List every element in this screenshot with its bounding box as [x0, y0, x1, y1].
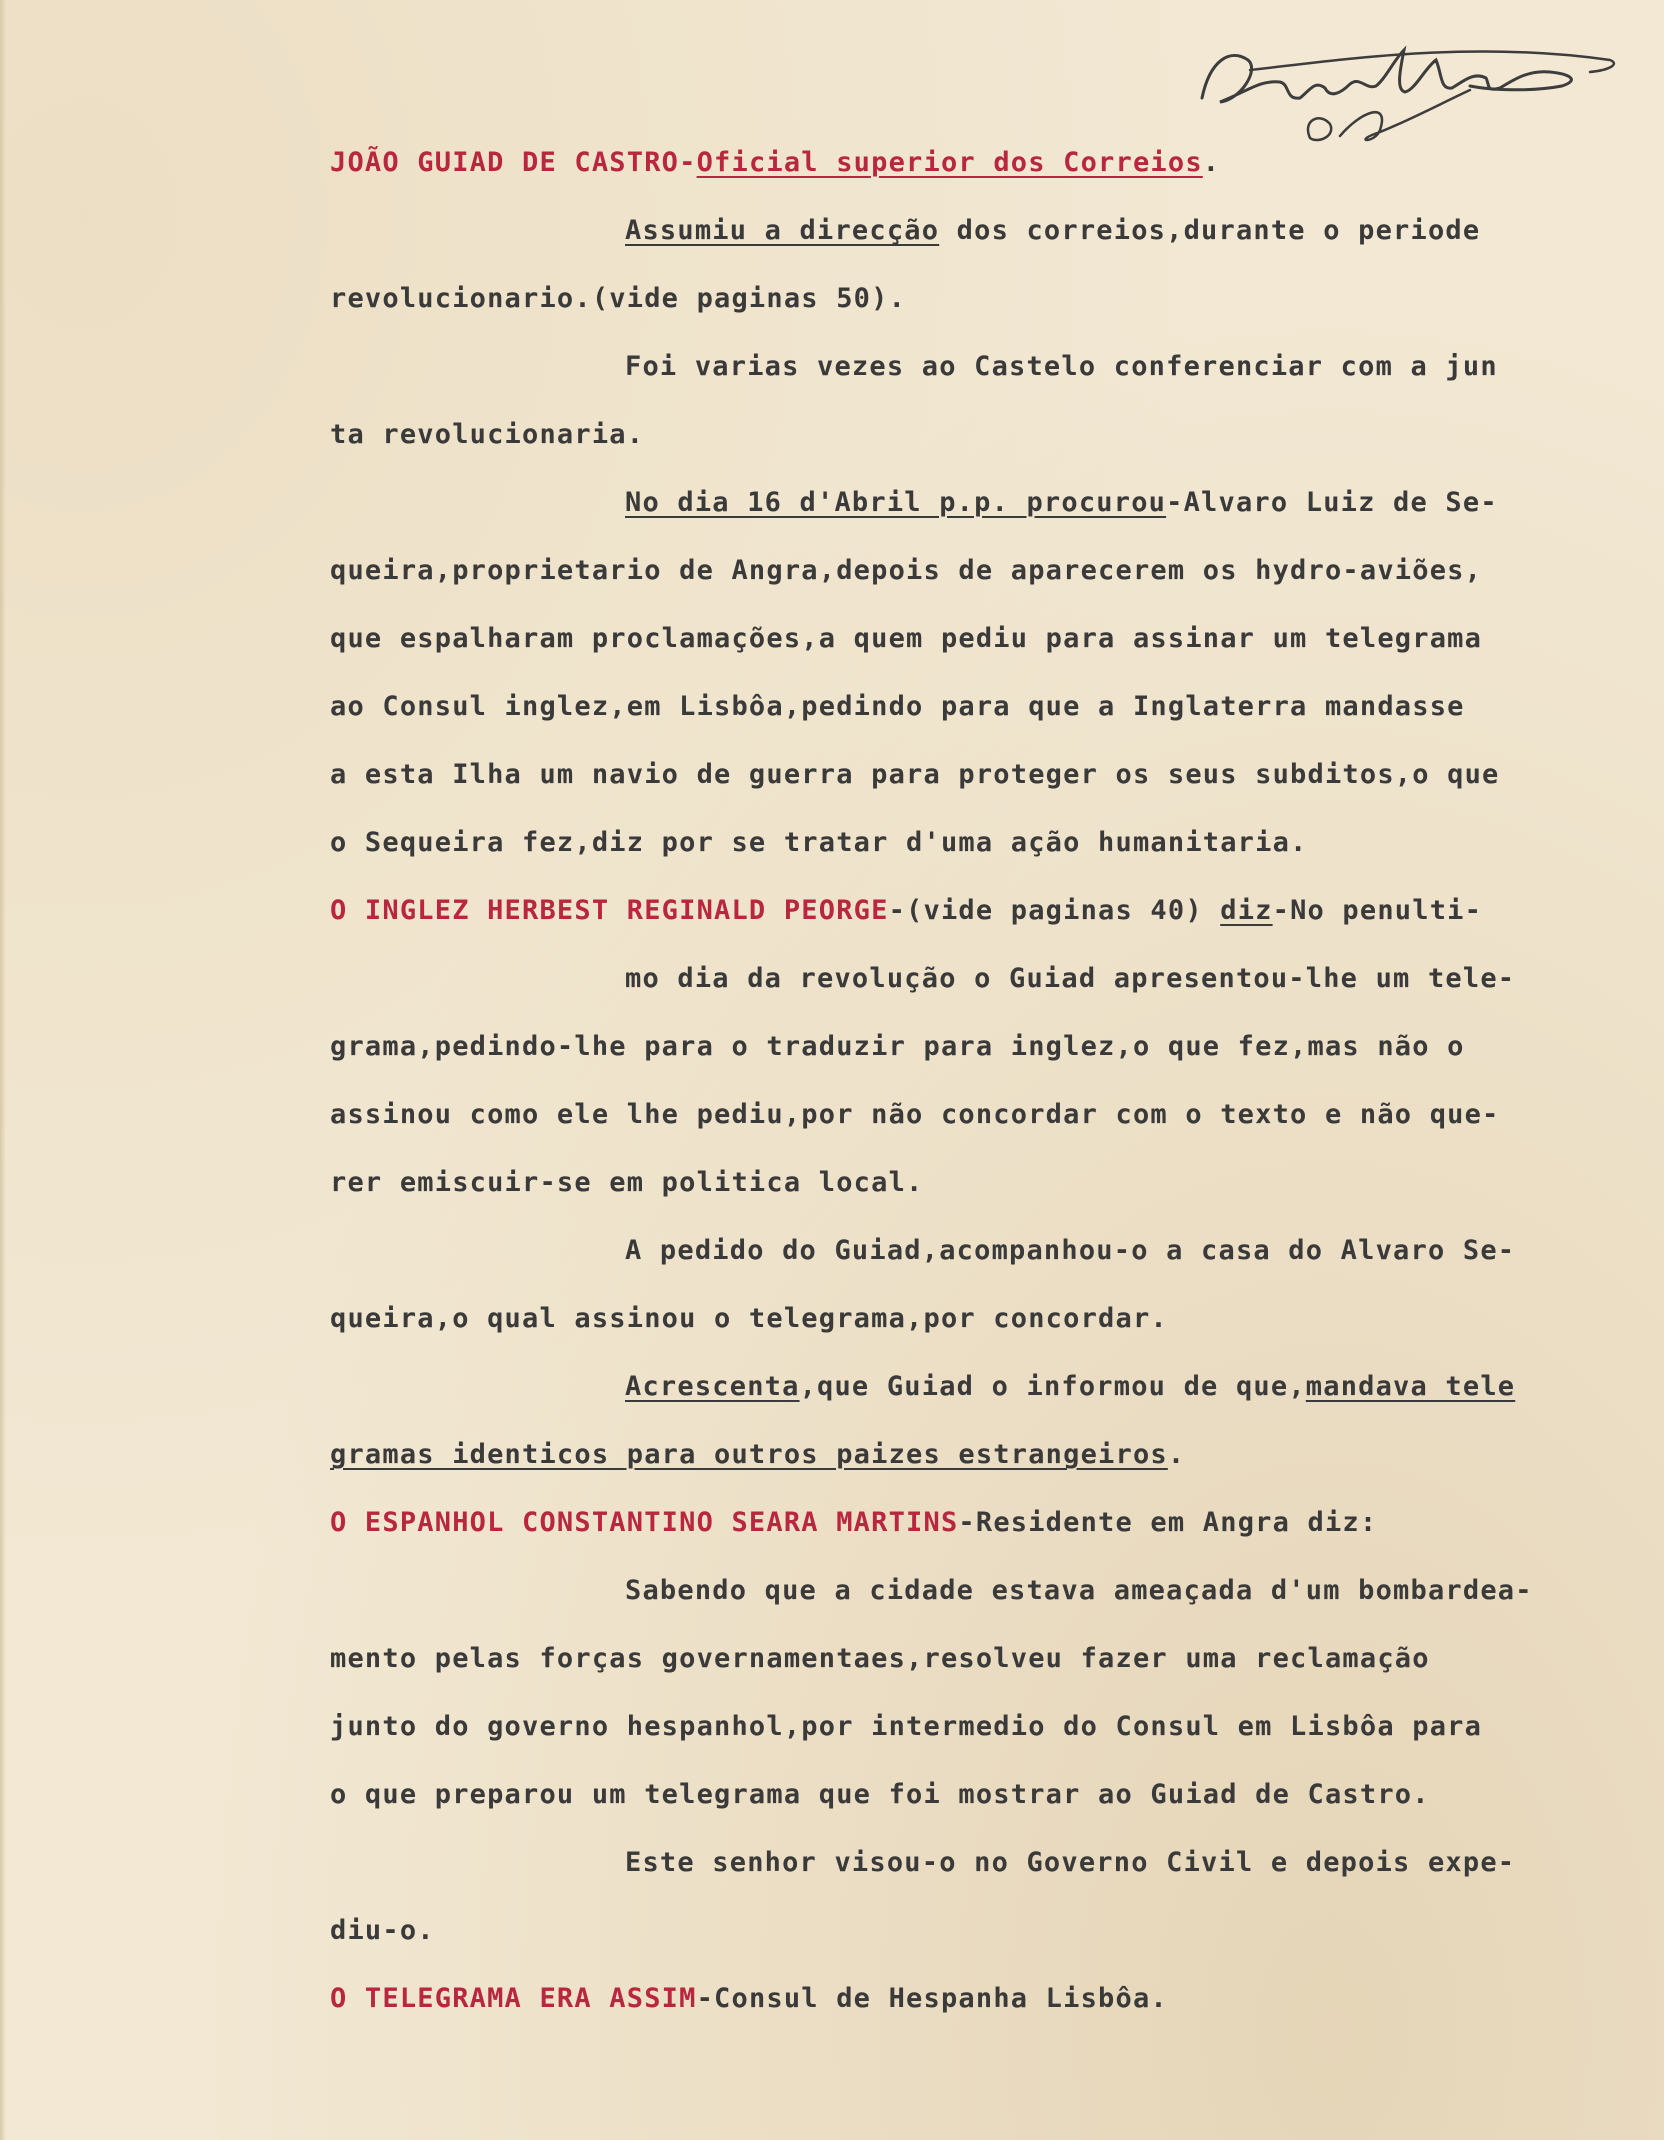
underlined-phrase: Assumiu a direcção — [625, 215, 940, 246]
heading-inglez-herbest — [330, 894, 1482, 928]
text-run: -(vide paginas 40) — [888, 895, 1221, 926]
paragraph-line — [625, 350, 1498, 384]
text-run: -No penulti- — [1272, 895, 1483, 926]
text-run: Foi varias vezes ao Castelo conferenciar com a jun — [625, 351, 1498, 382]
person-name-red: O ESPANHOL CONSTANTINO SEARA MARTINS — [330, 1507, 959, 1538]
paragraph-line: que espalharam proclamações,a quem pediu para assinar um telegrama — [330, 623, 1483, 654]
paragraph-line: o Sequeira fez,diz por se tratar d'uma ação humanitaria. — [330, 827, 1308, 858]
text-run: -Residente em Angra diz: — [958, 1507, 1378, 1538]
paper-edge — [0, 0, 6, 2140]
paragraph-line: rer emiscuir-se em politica local. — [330, 1167, 924, 1198]
paragraph-line: Sabendo que a cidade estava ameaçada d'um bombardea- — [625, 1575, 1533, 1606]
person-name-red: O INGLEZ HERBEST REGINALD PEORGE — [330, 895, 889, 926]
paragraph-line — [330, 1438, 1185, 1472]
section-label-red: O TELEGRAMA ERA ASSIM — [330, 1983, 697, 2014]
underlined-phrase: mandava tele — [1305, 1371, 1516, 1402]
paragraph-line: mento pelas forças governamentaes,resolveu fazer uma reclamação — [330, 1643, 1430, 1674]
underlined-word: Acrescenta — [625, 1371, 800, 1402]
text-run: -Alvaro Luiz de Se- — [1166, 487, 1498, 518]
heading-joao-guiad-de-castro — [330, 146, 1220, 180]
underlined-phrase: gramas identicos para outros paizes estrangeiros — [330, 1439, 1168, 1470]
paragraph-line: A pedido do Guiad,acompanhou-o a casa do Alvaro Se- — [625, 1235, 1516, 1266]
person-title-underlined: Oficial superior dos Correios — [696, 147, 1203, 178]
paragraph-line — [625, 486, 1498, 520]
person-name-red: JOÃO GUIAD DE CASTRO- — [330, 147, 697, 178]
paragraph-line: ta revolucionaria. — [330, 419, 645, 450]
paragraph-line: ao Consul inglez,em Lisbôa,pedindo para que a Inglaterra mandasse — [330, 691, 1465, 722]
paragraph-line: diu-o. — [330, 1915, 435, 1946]
paragraph-line: mo dia da revolução o Guiad apresentou-lhe um tele- — [625, 963, 1516, 994]
paragraph-line: assinou como ele lhe pediu,por não concordar com o texto e não que- — [330, 1099, 1500, 1130]
underlined-word: diz — [1220, 895, 1273, 926]
paragraph-line: queira,o qual assinou o telegrama,por concordar. — [330, 1303, 1168, 1334]
punctuation: . — [1167, 1439, 1186, 1470]
paragraph-line: grama,pedindo-lhe para o traduzir para inglez,o que fez,mas não o — [330, 1031, 1465, 1062]
paragraph-line: revolucionario.(vide paginas 50). — [330, 283, 907, 314]
heading-espanhol-constantino — [330, 1506, 1377, 1540]
paragraph-line: Este senhor visou-o no Governo Civil e depois expe- — [625, 1847, 1516, 1878]
paragraph-line: o que preparou um telegrama que foi mostrar ao Guiad de Castro. — [330, 1779, 1430, 1810]
text-run: ,que Guiad o informou de que, — [799, 1371, 1306, 1402]
text-run: -Consul de Hespanha Lisbôa. — [696, 1983, 1168, 2014]
underlined-phrase: No dia 16 d'Abril p.p. procurou — [625, 487, 1167, 518]
punctuation: . — [1202, 147, 1221, 178]
text-run: dos correios,durante o periode — [939, 215, 1481, 246]
paragraph-line: queira,proprietario de Angra,depois de aparecerem os hydro-aviões, — [330, 555, 1483, 586]
heading-telegrama — [330, 1982, 1168, 2016]
handwritten-signature — [1190, 20, 1630, 160]
paragraph-line: a esta Ilha um navio de guerra para proteger os seus subditos,o que — [330, 759, 1500, 790]
paragraph-line — [625, 214, 1480, 248]
paragraph-line — [625, 1370, 1515, 1404]
paragraph-line: junto do governo hespanhol,por intermedio do Consul em Lisbôa para — [330, 1711, 1483, 1742]
